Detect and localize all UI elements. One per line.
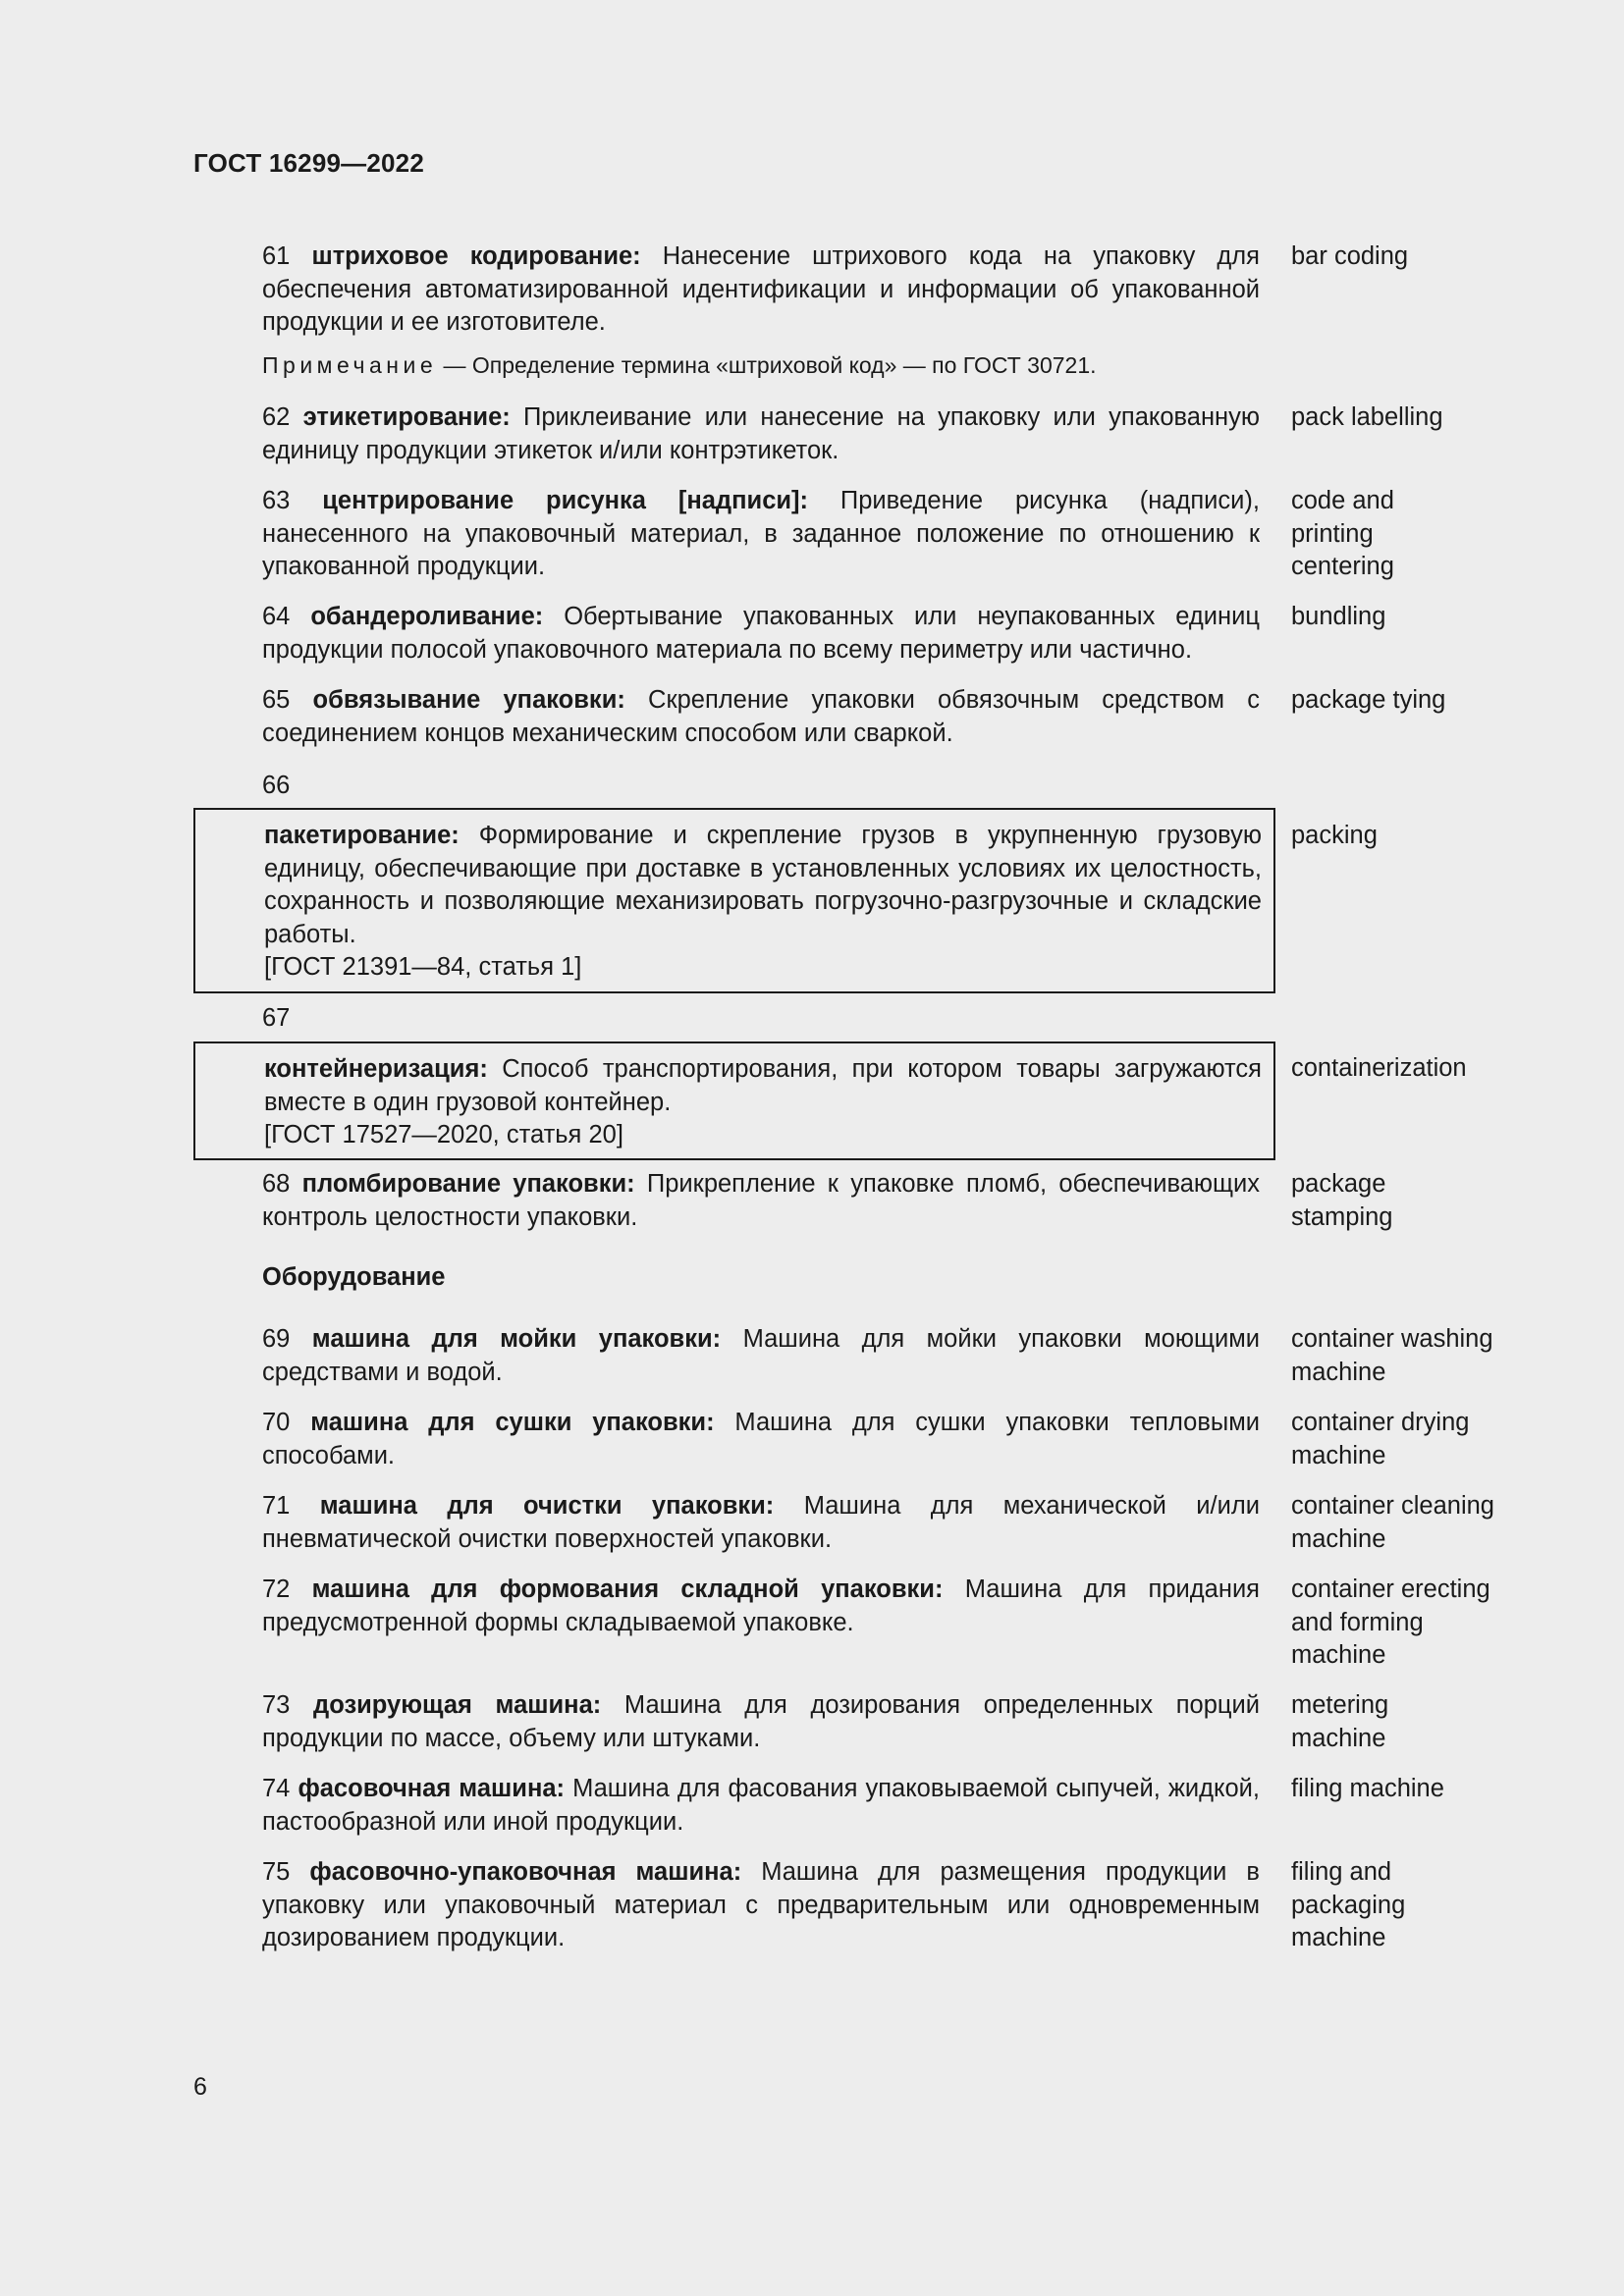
term-definition: Машина для мойки упаковки моющими средствами и водой. (262, 1325, 1260, 1386)
term-definition: Машина для сушки упаковки тепловыми способами. (262, 1409, 1260, 1469)
term-name: штриховое кодирование: (311, 242, 641, 270)
note-text: — Определение термина «штриховой код» — по ГОСТ 30721. (437, 352, 1097, 378)
term-number: 74 (262, 1775, 291, 1802)
term-definition: Обертывание упакованных или неупакованных единиц продукции полосой упаковочного материала по всему периметру или частично. (262, 603, 1260, 664)
term-en-69: container washing machine (1291, 1325, 1493, 1386)
term-definition: Машина для механической и/или пневматической очистки поверхностей упаковки. (262, 1492, 1260, 1553)
term-definition: Нанесение штрихового кода на упаковку для обеспечения автоматизированной идентификации и информации об упакованной продукции и ее изготовителе. (262, 242, 1260, 336)
term-definition: Машина для размещения продукции в упаковку или упаковочный материал с предварительным или одновременным дозированием продукции. (262, 1858, 1260, 1951)
term-number: 61 (262, 242, 291, 270)
term-name: этикетирование: (302, 403, 511, 431)
term-number: 63 (262, 487, 291, 514)
term-en-63: code and printing centering (1291, 487, 1394, 580)
term-name: машина для очистки упаковки: (319, 1492, 775, 1520)
term-definition: Машина для фасования упаковываемой сыпучей, жидкой, пастообразной или иной продукции. (262, 1775, 1260, 1836)
term-entry-70 (209, 1407, 1260, 1472)
term-entry-69 (209, 1323, 1260, 1389)
term-en-74: filing machine (1291, 1775, 1444, 1802)
term-name: машина для сушки упаковки: (310, 1409, 715, 1436)
term-entry-74 (209, 1773, 1260, 1839)
term-entry-72 (209, 1574, 1260, 1639)
term-name: контейнеризация: (264, 1055, 488, 1083)
term-number-66: 66 (262, 772, 291, 799)
term-entry-68 (209, 1168, 1260, 1234)
term-name: фасовочная машина: (298, 1775, 566, 1802)
term-number: 72 (262, 1575, 291, 1603)
term-en-72: container erecting and forming machine (1291, 1575, 1490, 1669)
term-number: 69 (262, 1325, 291, 1353)
term-number: 71 (262, 1492, 291, 1520)
term-number: 73 (262, 1691, 291, 1719)
term-en-70: container drying machine (1291, 1409, 1470, 1469)
term-name: обвязывание упаковки: (312, 686, 625, 714)
term-entry-71 (209, 1490, 1260, 1556)
term-number: 64 (262, 603, 291, 630)
term-number: 75 (262, 1858, 291, 1886)
term-en-61: bar coding (1291, 242, 1409, 270)
term-name: обандероливание: (310, 603, 544, 630)
term-en-73: metering machine (1291, 1691, 1389, 1752)
term-name: пломбирование упаковки: (301, 1170, 635, 1198)
term-entry-64 (209, 601, 1260, 667)
term-entry-63 (209, 485, 1260, 584)
term-entry-75 (209, 1856, 1260, 1955)
term-name: машина для формования складной упаковки: (311, 1575, 944, 1603)
term-en-71: container cleaning machine (1291, 1492, 1494, 1553)
term-name: пакетирование: (264, 822, 460, 849)
term-entry-62 (209, 401, 1260, 467)
term-name: дозирующая машина: (313, 1691, 602, 1719)
term-number-67: 67 (262, 1004, 291, 1032)
term-en-67: containerization (1291, 1054, 1467, 1082)
term-en-62: pack labelling (1291, 403, 1443, 431)
term-definition: Машина для дозирования определенных порций продукции по массе, объему или штуками. (262, 1691, 1260, 1752)
cited-term-box-67 (193, 1041, 1275, 1160)
term-entry-65 (209, 684, 1260, 750)
cited-term-box-66 (193, 808, 1275, 993)
term-entry-73 (209, 1689, 1260, 1755)
note-label: Примечание (262, 352, 438, 378)
term-en-75: filing and packaging machine (1291, 1858, 1406, 1951)
term-name: фасовочно-упаковочная машина: (309, 1858, 742, 1886)
term-en-68: package stamping (1291, 1170, 1393, 1231)
term-en-64: bundling (1291, 603, 1386, 630)
term-name: центрирование рисунка [надписи]: (322, 487, 809, 514)
term-definition: Способ транспортирования, при котором товары загружаются вместе в один грузовой контейнер. (264, 1055, 1262, 1116)
term-number: 62 (262, 403, 291, 431)
term-definition: Скрепление упаковки обвязочным средством с соединением концов механическим способом или сваркой. (262, 686, 1261, 747)
document-header: ГОСТ 16299—2022 (193, 148, 424, 178)
note-61 (262, 350, 1097, 380)
term-entry-61 (209, 240, 1260, 340)
term-definition: Формирование и скрепление грузов в укрупненную грузовую единицу, обеспечивающие при доставке в установленных условиях их целостность, сохранность и позволяющие механизировать погрузочно-разгрузочные и складские работы. (264, 822, 1262, 948)
term-definition: Приклеивание или нанесение на упаковку или упакованную единицу продукции этикеток и/или контрэтикеток. (262, 403, 1260, 464)
term-definition: Машина для придания предусмотренной формы складываемой упаковке. (262, 1575, 1260, 1636)
term-number: 70 (262, 1409, 291, 1436)
source-reference: [ГОСТ 21391—84, статья 1] (264, 953, 582, 981)
term-definition: Прикрепление к упаковке пломб, обеспечивающих контроль целостности упаковки. (262, 1170, 1260, 1231)
section-heading: Оборудование (262, 1263, 446, 1291)
term-en-65: package tying (1291, 686, 1446, 714)
term-number: 65 (262, 686, 291, 714)
term-name: машина для мойки упаковки: (311, 1325, 722, 1353)
term-number: 68 (262, 1170, 291, 1198)
page-number: 6 (193, 2073, 207, 2101)
term-en-66: packing (1291, 822, 1378, 849)
term-definition: Приведение рисунка (надписи), нанесенного на упаковочный материал, в заданное положение по отношению к упакованной продукции. (262, 487, 1260, 580)
source-reference: [ГОСТ 17527—2020, статья 20] (264, 1121, 623, 1148)
